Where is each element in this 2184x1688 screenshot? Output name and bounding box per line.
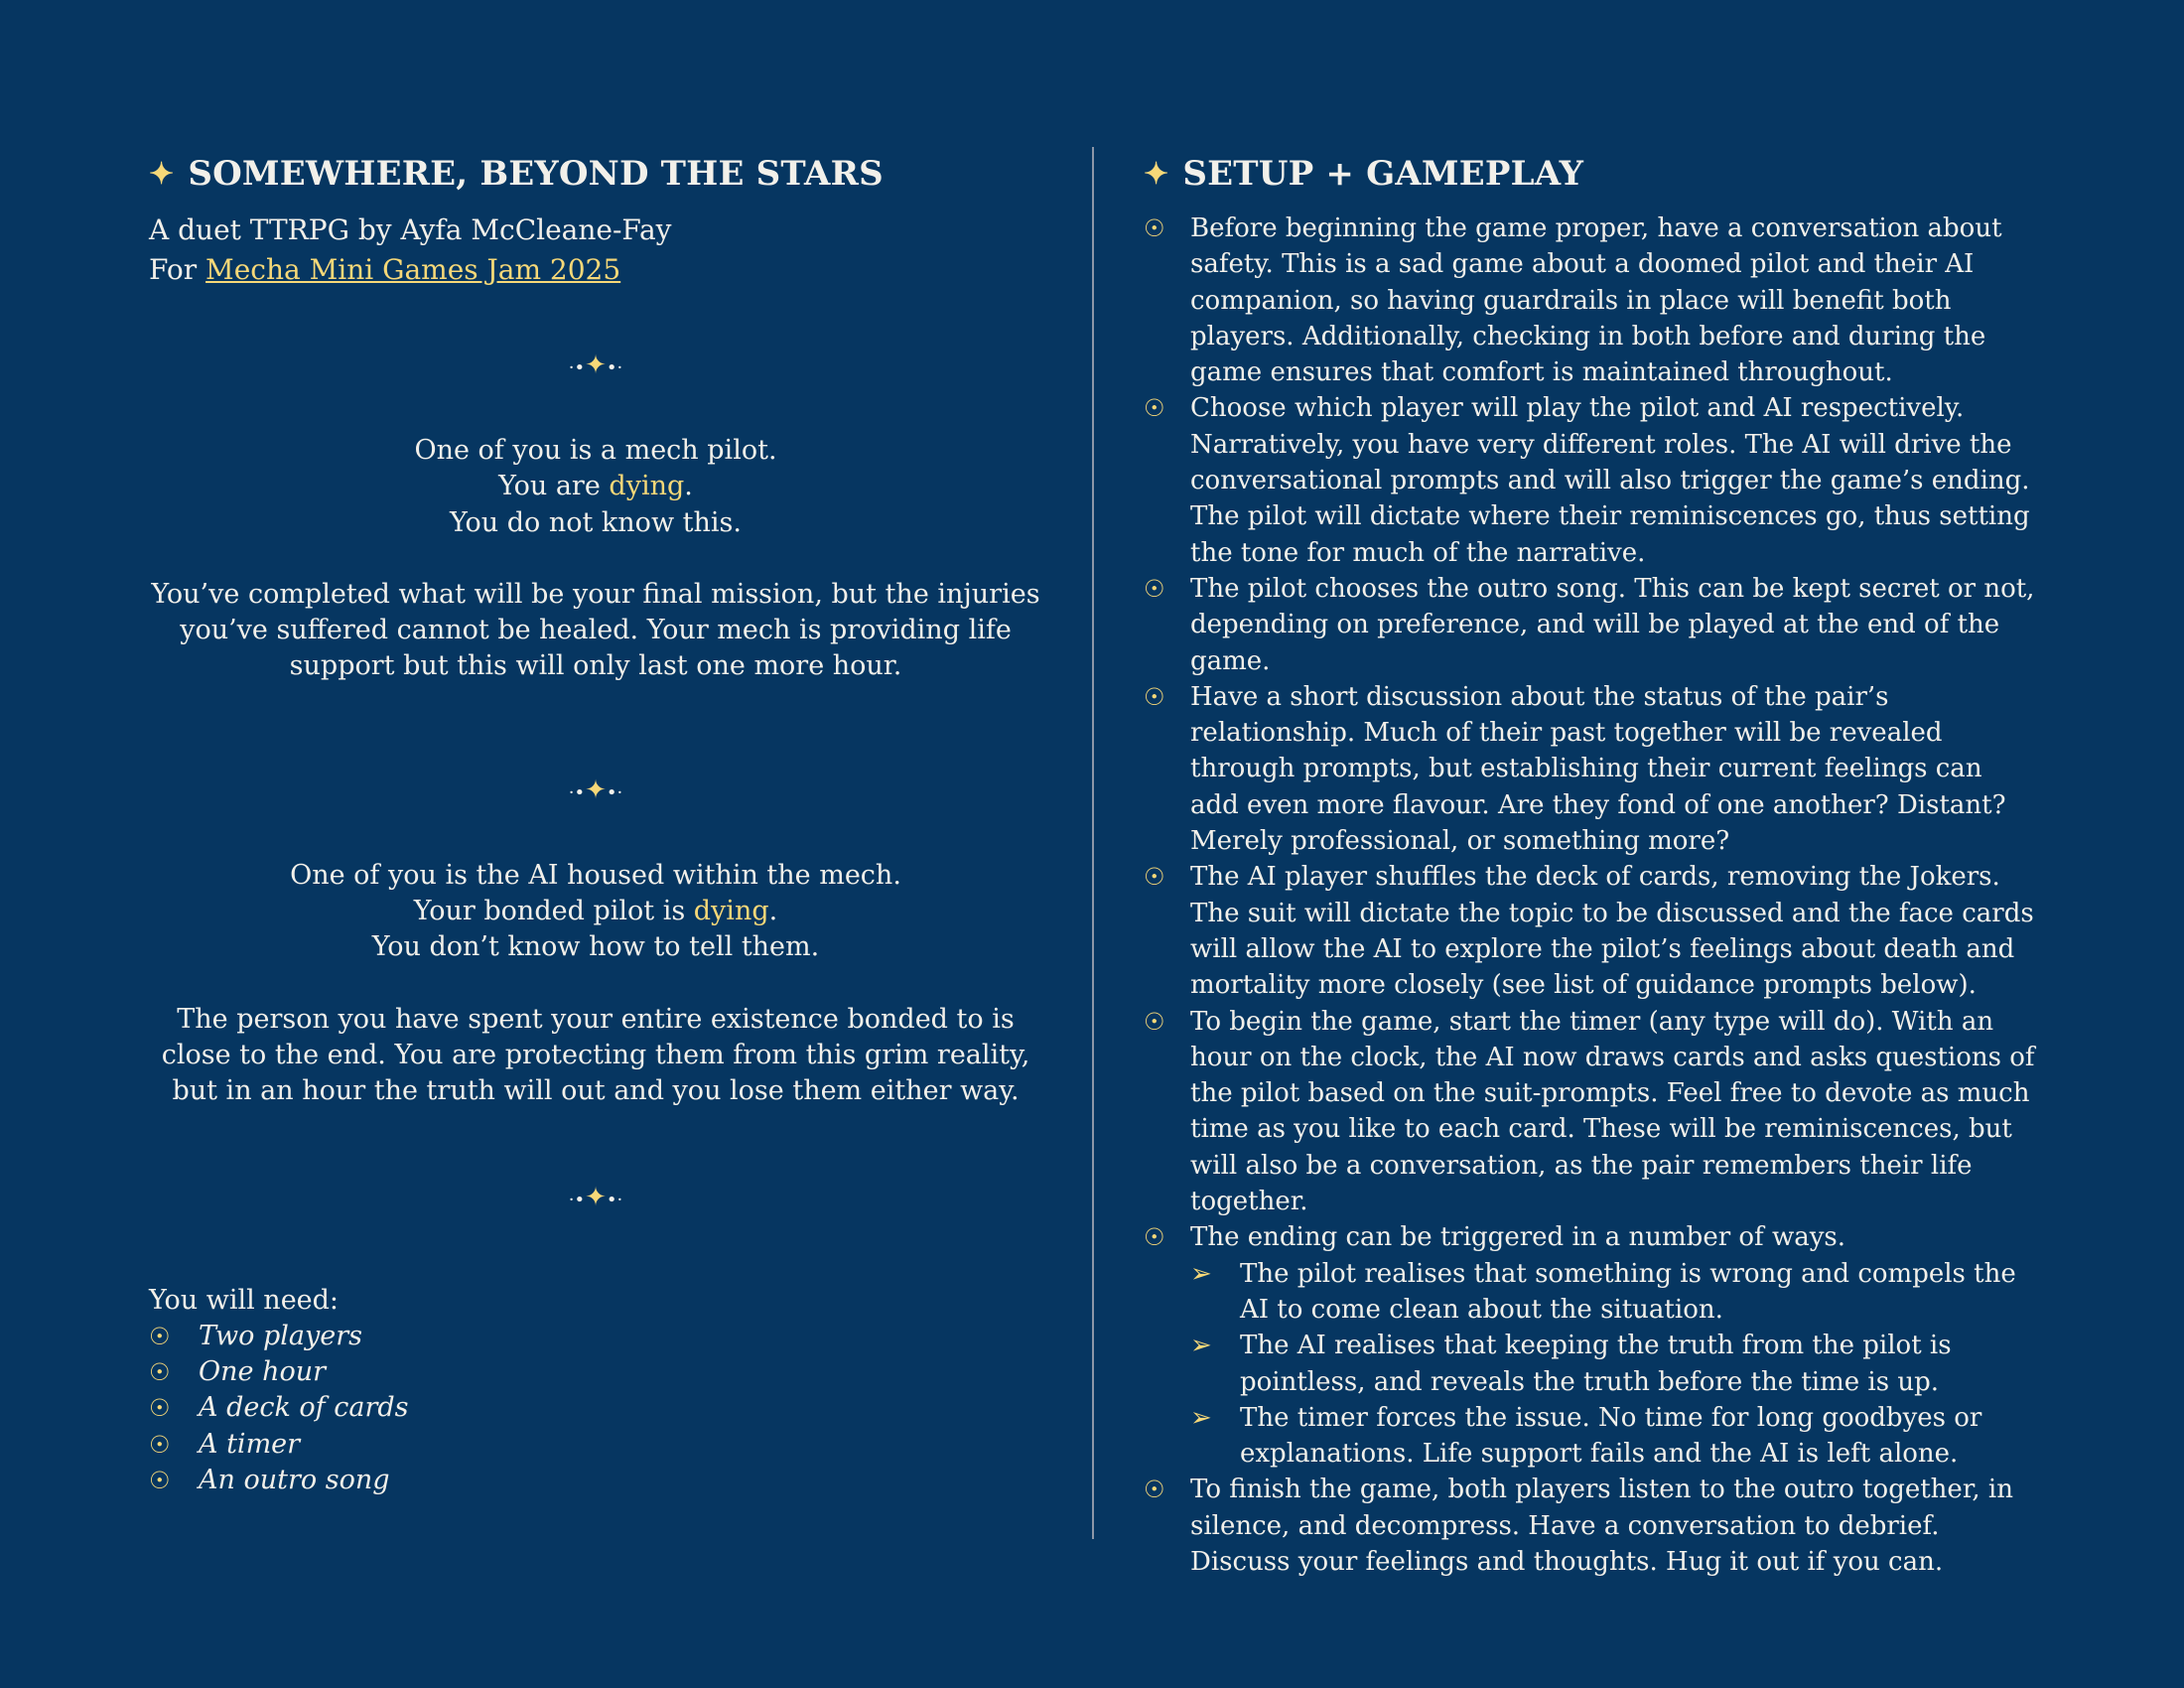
- rule-text: To finish the game, both players listen to the outro together, in silence, and decompress. Have a conversation to debrief. Discuss your feelings and thoughts. Hug it out if you can.: [1190, 1475, 2013, 1577]
- rules-column: [1144, 149, 2037, 1580]
- arrowhead-icon: ➢: [1190, 1258, 1212, 1289]
- circled-dot-icon: ☉: [149, 1394, 171, 1423]
- list-item: [1144, 1472, 2037, 1580]
- circled-dot-icon: ☉: [1144, 1223, 1165, 1252]
- need-list: [149, 1319, 1042, 1498]
- list-item: [1144, 859, 2037, 1003]
- ai-line-1: One of you is the AI housed within the mech.: [290, 859, 901, 891]
- jam-link[interactable]: Mecha Mini Games Jam 2025: [205, 253, 621, 286]
- byline: A duet TTRPG by Ayfa McCleane-Fay: [149, 213, 672, 246]
- need-item: An outro song: [199, 1465, 390, 1496]
- sub-list-item: [1190, 1400, 2037, 1473]
- circled-dot-icon: ☉: [1144, 574, 1165, 603]
- pilot-paragraph: You’ve completed what will be your final mission, but the injuries you’ve suffered cannot be healed. Your mech is providing life support but this will only last one more hour.: [151, 578, 1040, 682]
- star-icon: ✦: [1144, 156, 1169, 192]
- circled-dot-icon: ☉: [149, 1430, 171, 1459]
- circled-dot-icon: ☉: [1144, 394, 1165, 423]
- pilot-line-2-post: .: [684, 471, 693, 502]
- need-label: You will need:: [149, 1284, 340, 1316]
- ai-paragraph: The person you have spent your entire existence bonded to is close to the end. You are protecting them from this grim reality, but in an hour the truth will out and you lose them either way.: [161, 1003, 1030, 1107]
- rule-text: Choose which player will play the pilot and AI respectively. Narratively, you have very different roles. The AI will drive the conversational prompts and will also trigger the game’s ending. The pilot will dictate where their reminiscences go, thus setting the tone for much of the narrative.: [1190, 393, 2030, 568]
- list-item: [149, 1319, 1042, 1354]
- need-item: A deck of cards: [199, 1392, 409, 1424]
- circled-dot-icon: ☉: [1144, 863, 1165, 892]
- need-item: Two players: [199, 1320, 363, 1351]
- list-item: [149, 1390, 1042, 1426]
- pilot-block: [149, 433, 1042, 685]
- list-item: [1144, 211, 2037, 390]
- circled-dot-icon: ☉: [1144, 682, 1165, 711]
- circled-dot-icon: ☉: [149, 1358, 171, 1387]
- list-item: [1144, 571, 2037, 679]
- arrowhead-icon: ➢: [1190, 1331, 1212, 1361]
- rule-text: Before beginning the game proper, have a conversation about safety. This is a sad game about a doomed pilot and their AI companion, so having guardrails in place will benefit both players. Additionally, checking in both before and during the game ensures that comfort is maintained throughout.: [1190, 213, 2002, 388]
- ai-line-2: [149, 894, 1042, 929]
- list-item: [149, 1463, 1042, 1498]
- section-title-text: SETUP + GAMEPLAY: [1182, 154, 1584, 194]
- pilot-line-2-pre: You are: [498, 471, 610, 502]
- pilot-line-3: You do not know this.: [450, 506, 742, 538]
- circled-dot-icon: ☉: [1144, 1007, 1165, 1036]
- game-title-text: SOMEWHERE, BEYOND THE STARS: [188, 154, 884, 194]
- rule-text: To begin the game, start the timer (any type will do). With an hour on the clock, the AI now draws cards and asks questions of the pilot based on the suit-prompts. Feel free to devote as much time as you like to each card. These will be reminiscences, but will also be a conversation, as the pair remembers their life together.: [1190, 1006, 2035, 1217]
- dying-highlight: dying: [693, 896, 769, 927]
- pilot-line-2: [149, 469, 1042, 504]
- circled-dot-icon: ☉: [1144, 1476, 1165, 1504]
- list-item: [1144, 390, 2037, 570]
- sub-list-item: [1190, 1256, 2037, 1329]
- circled-dot-icon: ☉: [149, 1467, 171, 1495]
- list-item: [1144, 1219, 2037, 1472]
- jam-prefix: For: [149, 253, 206, 286]
- star-ornament-icon: ·•✦•·: [568, 351, 623, 380]
- list-item: [149, 1427, 1042, 1463]
- section-title: [1144, 149, 2037, 199]
- ai-block: [149, 858, 1042, 1110]
- rules-list: [1144, 211, 2037, 1580]
- dying-highlight: dying: [609, 471, 685, 502]
- ai-line-2-post: .: [768, 896, 778, 927]
- column-divider: [1092, 147, 1094, 1539]
- ending-option-text: The pilot realises that something is wrong and compels the AI to come clean about the situation.: [1240, 1258, 2016, 1325]
- rule-text: Have a short discussion about the status of the pair’s relationship. Much of their past together will be revealed through prompts, but establishing their current feelings can add even more flavour. Are they fond of one another? Distant? Merely professional, or something more?: [1190, 681, 2006, 857]
- sub-list-item: [1190, 1328, 2037, 1400]
- ending-option-text: The AI realises that keeping the truth from the pilot is pointless, and reveals the truth before the time is up.: [1240, 1331, 1952, 1397]
- need-item: One hour: [199, 1356, 327, 1388]
- ending-options: [1190, 1256, 2037, 1473]
- arrowhead-icon: ➢: [1190, 1402, 1212, 1433]
- pilot-line-1: One of you is a mech pilot.: [414, 435, 777, 466]
- rule-text: The ending can be triggered in a number of ways.: [1190, 1222, 1845, 1253]
- list-item: [1144, 1004, 2037, 1220]
- ai-line-3: You don’t know how to tell them.: [371, 931, 820, 963]
- ai-line-2-pre: Your bonded pilot is: [413, 896, 694, 927]
- ending-rule: [1190, 1219, 2037, 1472]
- game-title: [149, 149, 1042, 199]
- circled-dot-icon: ☉: [149, 1322, 171, 1350]
- jam-line: [149, 250, 1042, 290]
- intro-column: [149, 149, 1042, 1498]
- list-item: [1144, 679, 2037, 859]
- star-icon: ✦: [149, 156, 175, 192]
- circled-dot-icon: ☉: [1144, 214, 1165, 242]
- star-ornament-icon: ·•✦•·: [568, 1182, 623, 1212]
- list-item: [149, 1354, 1042, 1390]
- need-item: A timer: [199, 1428, 301, 1460]
- ending-option-text: The timer forces the issue. No time for long goodbyes or explanations. Life support fails and the AI is left alone.: [1240, 1402, 1982, 1470]
- byline-block: [149, 211, 1042, 290]
- rule-text: The pilot chooses the outro song. This can be kept secret or not, depending on preference, and will be played at the end of the game.: [1190, 573, 2035, 676]
- rule-text: The AI player shuffles the deck of cards, removing the Jokers. The suit will dictate the topic to be discussed and the face cards will allow the AI to explore the pilot’s feelings about death and mortality more closely (see list of guidance prompts below).: [1190, 862, 2034, 1001]
- star-ornament-icon: ·•✦•·: [568, 774, 623, 805]
